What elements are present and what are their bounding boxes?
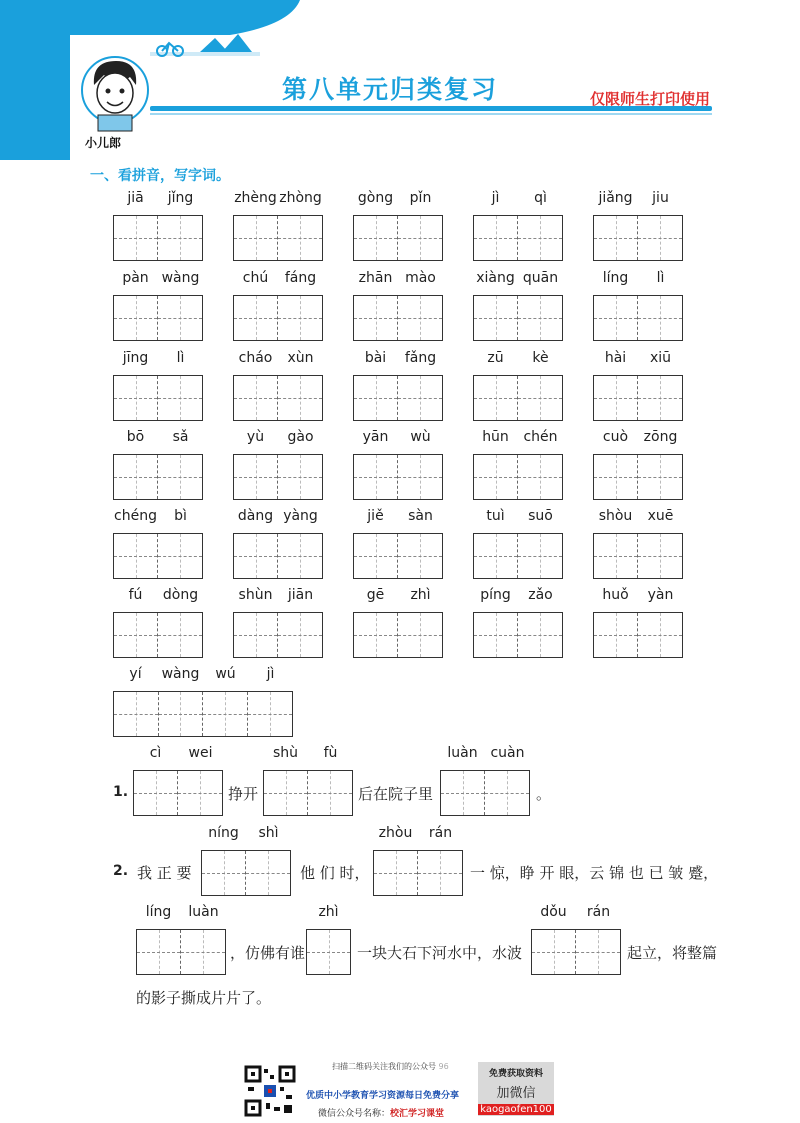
box-action: 加微信 [496,1086,536,1101]
writing-grid[interactable] [593,215,683,261]
pinyin-label: yù gào [246,429,314,445]
writing-grid[interactable] [473,454,563,500]
writing-grid[interactable] [473,295,563,341]
pinyin-label: shù fù [272,745,338,761]
account-name: 微信公众号名称：校汇学习课堂 [318,1109,445,1119]
pinyin-label: níng shì [208,825,279,841]
pinyin-label: jì qì [491,190,547,206]
writing-grid[interactable] [353,454,443,500]
sentence-text: 一 惊，睁 开 眼，云 锦 也 已 皱 蹙， [470,864,719,882]
pinyin-label: zhì [318,904,339,920]
writing-grid[interactable] [473,533,563,579]
pinyin-label: hài xiū [604,350,672,366]
writing-grid[interactable] [473,612,563,658]
sentence-text: ，仿佛有谁 [230,944,306,962]
pinyin-label: jiě sàn [367,508,433,524]
sentence-text: 后在院子里 [358,785,434,803]
pinyin-label: yān wù [362,429,431,445]
page-title: 第八单元归类复习 [282,75,499,104]
writing-grid[interactable] [263,770,353,816]
pinyin-label: bài fǎng [364,350,437,366]
writing-grid[interactable] [113,612,203,658]
writing-grid[interactable] [113,454,203,500]
sentence-text: 我 正 要 [137,864,192,882]
pinyin-label: cuò zōng [602,429,678,445]
writing-grid[interactable] [593,375,683,421]
writing-grid[interactable] [233,454,323,500]
writing-grid[interactable] [353,612,443,658]
writing-grid[interactable] [373,850,463,896]
writing-grid[interactable] [440,770,530,816]
writing-grid[interactable] [353,375,443,421]
writing-grid[interactable] [353,533,443,579]
writing-grid[interactable] [353,215,443,261]
sentence-text: 一块大石下河水中，水波 [357,944,523,962]
pinyin-label: dàng yàng [237,508,318,524]
question-number: 2. [113,863,129,879]
writing-grid[interactable] [473,375,563,421]
pinyin-label: shùn jiān [238,587,314,603]
section-heading: 一、看拼音，写字词。 [90,168,230,184]
pinyin-label: chú fáng [242,270,317,286]
writing-grid[interactable] [233,215,323,261]
pinyin-label: zhān mào [358,270,436,286]
bicycle-icon [155,40,185,58]
pinyin-label: pàn wàng [122,270,200,286]
tagline: 优质中小学教育学习资源每日免费分享 [306,1091,460,1101]
writing-grid[interactable] [593,533,683,579]
pinyin-label: chéng bì [114,508,187,524]
sentence-text: 起立，将整篇 [627,944,718,962]
scan-hint: 扫描二维码关注我们的公众号 96 [332,1062,449,1071]
print-note: 仅限师生打印使用 [590,90,711,108]
pinyin-label: tuì suō [486,508,553,524]
brand-label: 小儿郎 [85,136,122,150]
writing-grid[interactable] [593,295,683,341]
pinyin-label: zhòu rán [378,825,453,841]
writing-grid[interactable] [306,929,351,975]
writing-grid[interactable] [233,612,323,658]
writing-grid[interactable] [473,215,563,261]
writing-grid[interactable] [113,533,203,579]
pinyin-label: huǒ yàn [602,587,674,603]
pinyin-label: cì wei [149,745,213,761]
box-id: kaogaofen100 [478,1104,554,1115]
writing-grid-idiom[interactable] [113,691,293,737]
writing-grid[interactable] [531,929,621,975]
pinyin-label: zhèng zhòng [234,190,322,206]
writing-grid[interactable] [593,454,683,500]
pinyin-label: gē zhì [366,587,431,603]
sentence-text: 挣开 [228,785,259,803]
pinyin-label: líng luàn [145,904,219,920]
mascot-avatar [80,55,150,133]
pinyin-label: píng zǎo [480,587,553,603]
question-number: 1. [113,784,129,800]
pinyin-label: xiàng quān [476,270,559,286]
pinyin-label: gòng pǐn [357,190,432,206]
pinyin-label: yí wàng wú jì [129,666,275,682]
qr-code-icon [244,1065,296,1117]
pinyin-label: fú dòng [128,587,199,603]
pinyin-label: hūn chén [482,429,558,445]
pinyin-label: dǒu rán [540,904,611,920]
pinyin-label: shòu xuē [598,508,674,524]
sentence-text: 。 [536,785,552,803]
pinyin-label: cháo xùn [238,350,314,366]
writing-grid[interactable] [201,850,291,896]
sentence-text: 他 们 时， [300,864,370,882]
writing-grid[interactable] [233,295,323,341]
writing-grid[interactable] [233,375,323,421]
pinyin-label: jiā jǐng [127,190,194,206]
writing-grid[interactable] [593,612,683,658]
writing-grid[interactable] [133,770,223,816]
pinyin-label: luàn cuàn [447,745,525,761]
pinyin-label: jiǎng jiu [598,190,669,206]
writing-grid[interactable] [136,929,226,975]
box-title: 免费获取资料 [488,1069,543,1079]
writing-grid[interactable] [353,295,443,341]
pinyin-label: zū kè [487,350,549,366]
sentence-text: 的影子撕成片片了。 [136,989,272,1007]
writing-grid[interactable] [113,295,203,341]
writing-grid[interactable] [233,533,323,579]
wechat-box [478,1062,554,1116]
pinyin-label: bō sǎ [126,429,189,445]
writing-grid[interactable] [113,375,203,421]
writing-grid[interactable] [113,215,203,261]
pinyin-label: jīng lì [122,350,185,366]
pinyin-label: líng lì [602,270,665,286]
